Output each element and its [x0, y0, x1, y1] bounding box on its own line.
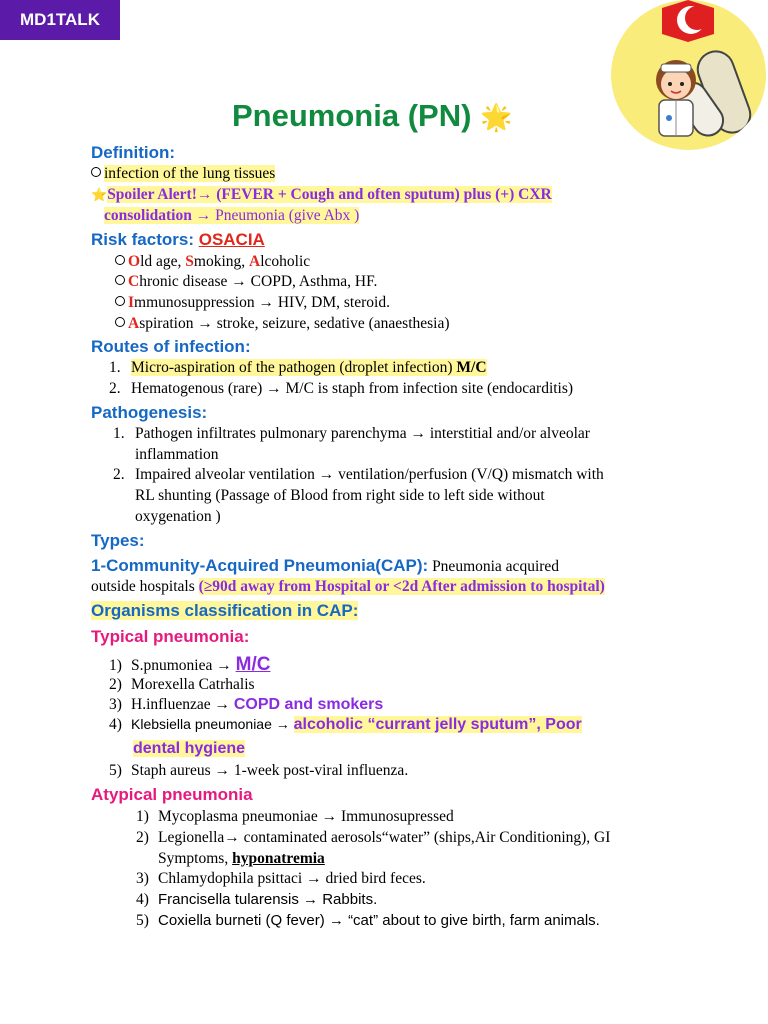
patho-item-cont: RL shunting (Passage of Blood from right side to left side without [135, 487, 545, 504]
typical-item: 5) Staph aureus → 1-week post-viral influenza. [109, 762, 409, 779]
atypical-item: 5) Coxiella burneti (Q fever) → “cat” about to give birth, farm animals. [136, 912, 600, 929]
definition-text: infection of the lung tissues [91, 165, 275, 183]
bullet-icon [115, 317, 125, 327]
risk-heading: Risk factors: OSACIA [91, 230, 265, 249]
atypical-item: 1) Mycoplasma pneumoniae → Immunosupressed [136, 808, 454, 825]
bullet-icon [91, 167, 101, 177]
patho-heading: Pathogenesis: [91, 403, 208, 422]
atypical-item: 3) Chlamydophila psittaci → dried bird feces. [136, 870, 426, 887]
page-title: Pneumonia (PN) 🌟 [232, 98, 513, 133]
doctor-logo [611, 0, 766, 150]
bullet-icon [115, 255, 125, 265]
typical-heading: Typical pneumonia: [91, 627, 250, 646]
patho-item-cont: inflammation [135, 446, 219, 463]
bullet-icon [115, 275, 125, 285]
bullet-icon [115, 296, 125, 306]
atypical-item-cont: Symptoms, hyponatremia [158, 850, 325, 867]
star-outline-icon: ⭐ [91, 187, 108, 202]
definition-heading: Definition: [91, 143, 176, 162]
organisms-heading: Organisms classification in CAP: [91, 601, 359, 620]
doctor-icon [611, 0, 766, 150]
routes-heading: Routes of infection: [91, 337, 251, 356]
types-heading: Types: [91, 531, 145, 550]
star-icon: 🌟 [480, 102, 513, 132]
spoiler-line: ⭐Spoiler Alert!→ (FEVER + Cough and often sputum) plus (+) CXR [91, 186, 552, 203]
typical-item: 3) H.influenzae → COPD and smokers [109, 696, 384, 713]
brand-badge: MD1TALK [0, 0, 120, 40]
risk-item: Chronic disease → COPD, Asthma, HF. [115, 273, 377, 291]
typical-item: 4) Klebsiella pneumoniae → alcoholic “currant jelly sputum”, Poor [109, 716, 582, 733]
atypical-item: 2) Legionella→ contaminated aerosols“water” (ships,Air Conditioning), GI [136, 829, 611, 846]
typical-item-cont: dental hygiene [133, 740, 246, 757]
atypical-heading: Atypical pneumonia [91, 785, 253, 804]
atypical-item: 4) Francisella tularensis → Rabbits. [136, 891, 378, 908]
patho-item: 1. Pathogen infiltrates pulmonary parenchyma → interstitial and/or alveolar [113, 425, 590, 442]
cap-line: 1-Community-Acquired Pneumonia(CAP): Pneumonia acquired [91, 556, 560, 575]
patho-item-cont: oxygenation ) [135, 508, 221, 525]
cap-line-2: outside hospitals (≥90d away from Hospital or <2d After admission to hospital) [91, 578, 605, 595]
typical-item: 1) S.pnumoniea → M/C [109, 654, 271, 675]
risk-item: Immunosuppression → HIV, DM, steroid. [115, 294, 390, 312]
typical-item: 2) Morexella Catrhalis [109, 676, 255, 693]
risk-item: Old age, Smoking, Alcoholic [115, 253, 310, 271]
spoiler-line-2: consolidation → Pneumonia (give Abx ) [104, 207, 360, 224]
routes-item: 2. Hematogenous (rare) → M/C is staph from infection site (endocarditis) [109, 380, 574, 397]
routes-item: 1. Micro-aspiration of the pathogen (droplet infection) M/C [109, 359, 487, 376]
risk-item: Aspiration → stroke, seizure, sedative (anaesthesia) [115, 315, 450, 333]
patho-item: 2. Impaired alveolar ventilation → ventilation/perfusion (V/Q) mismatch with [113, 466, 604, 483]
